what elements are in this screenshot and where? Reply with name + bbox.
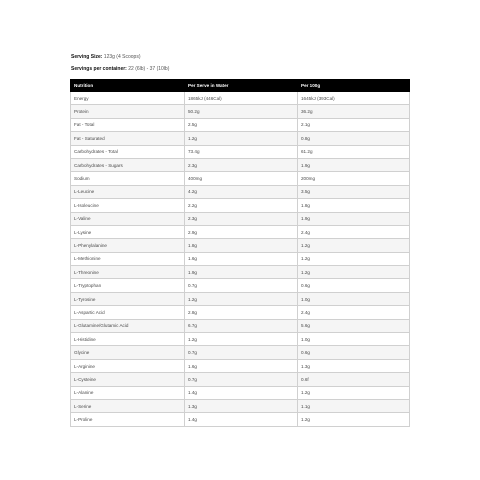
- per-100g-cell: 1.3g: [298, 359, 410, 372]
- table-row: [71, 373, 410, 386]
- per-100g-cell: 1.9g: [298, 158, 410, 171]
- table-row: [71, 319, 410, 332]
- per-serve-cell: 400mg: [185, 172, 298, 185]
- per-100g-cell: 1.0g: [298, 292, 410, 305]
- per-100g-cell: 1.0g: [298, 333, 410, 346]
- per-serve-cell: 1.2g: [185, 333, 298, 346]
- table-row: [71, 199, 410, 212]
- table-row: [71, 252, 410, 265]
- per-serve-cell: 1.6g: [185, 359, 298, 372]
- per-serve-cell: 2.2g: [185, 199, 298, 212]
- per-serve-cell: 2.3g: [185, 212, 298, 225]
- table-row: [71, 212, 410, 225]
- per-serve-cell: 6.7g: [185, 319, 298, 332]
- per-100g-cell: 0.6g: [298, 279, 410, 292]
- nutrient-name-cell: Fat - Total: [71, 118, 185, 131]
- nutrient-name-cell: L-Arginine: [71, 359, 185, 372]
- header-nutrition: Nutrition: [71, 80, 185, 92]
- per-serve-cell: 1.9g: [185, 266, 298, 279]
- nutrient-name-cell: L-Aspartic Acid: [71, 306, 185, 319]
- per-serve-cell: 1.8g: [185, 239, 298, 252]
- per-serve-cell: 73.4g: [185, 145, 298, 158]
- per-serve-cell: 2.3g: [185, 158, 298, 171]
- table-row: [71, 359, 410, 372]
- serving-size-line: [71, 54, 141, 60]
- per-serve-cell: 1865kJ (446Cal): [185, 92, 298, 105]
- per-serve-cell: 1.2g: [185, 292, 298, 305]
- nutrient-name-cell: L-Cysteine: [71, 373, 185, 386]
- table-row: [71, 225, 410, 238]
- table-row: [71, 92, 410, 105]
- header-row: [71, 80, 410, 92]
- table-row: [71, 185, 410, 198]
- nutrient-name-cell: L-Lysine: [71, 225, 185, 238]
- per-serve-cell: 50.2g: [185, 105, 298, 118]
- header-per-serve: Per Serve in Water: [185, 80, 298, 92]
- header-per-100g: Per 100g: [298, 80, 410, 92]
- table-row: [71, 333, 410, 346]
- per-serve-cell: 2.5g: [185, 118, 298, 131]
- table-row: [71, 346, 410, 359]
- per-100g-cell: 2.1g: [298, 118, 410, 131]
- per-100g-cell: 200mg: [298, 172, 410, 185]
- per-serve-cell: 0.7g: [185, 279, 298, 292]
- nutrient-name-cell: L-Threonine: [71, 266, 185, 279]
- table-row: [71, 266, 410, 279]
- table-row: [71, 145, 410, 158]
- nutrient-name-cell: Protein: [71, 105, 185, 118]
- nutrient-name-cell: Carbohydrates - Total: [71, 145, 185, 158]
- servings-per-container-line: [71, 66, 169, 72]
- per-100g-cell: 1.2g: [298, 239, 410, 252]
- nutrient-name-cell: L-Histidine: [71, 333, 185, 346]
- per-100g-cell: 0.6g: [298, 346, 410, 359]
- servings-per-container-label: Servings per container:: [71, 66, 127, 72]
- per-serve-cell: 1.4g: [185, 386, 298, 399]
- nutrient-name-cell: L-Tryptophan: [71, 279, 185, 292]
- per-serve-cell: 1.3g: [185, 399, 298, 412]
- nutrition-table-header: [71, 80, 410, 92]
- table-row: [71, 306, 410, 319]
- table-row: [71, 413, 410, 426]
- per-100g-cell: 1.2g: [298, 252, 410, 265]
- per-serve-cell: 0.7g: [185, 346, 298, 359]
- nutrient-name-cell: L-Phenylalanine: [71, 239, 185, 252]
- serving-size-value: 123g (4 Scoops): [103, 54, 141, 60]
- nutrient-name-cell: L-Serine: [71, 399, 185, 412]
- table-row: [71, 132, 410, 145]
- per-serve-cell: 1.6g: [185, 252, 298, 265]
- nutrient-name-cell: L-Proline: [71, 413, 185, 426]
- per-100g-cell: 61.2g: [298, 145, 410, 158]
- nutrient-name-cell: L-Valine: [71, 212, 185, 225]
- nutrient-name-cell: L-Methionine: [71, 252, 185, 265]
- per-serve-cell: 2.9g: [185, 225, 298, 238]
- nutrition-table: [70, 79, 410, 427]
- table-row: [71, 118, 410, 131]
- per-100g-cell: 1.8g: [298, 199, 410, 212]
- per-serve-cell: 2.8g: [185, 306, 298, 319]
- per-100g-cell: 0.8g: [298, 132, 410, 145]
- nutrient-name-cell: L-Alanine: [71, 386, 185, 399]
- per-100g-cell: 1.2g: [298, 266, 410, 279]
- nutrient-name-cell: Glycine: [71, 346, 185, 359]
- nutrient-name-cell: Sodium: [71, 172, 185, 185]
- nutrient-name-cell: Fat - Saturated: [71, 132, 185, 145]
- per-serve-cell: 4.2g: [185, 185, 298, 198]
- per-100g-cell: 1.2g: [298, 386, 410, 399]
- nutrient-name-cell: L-Isoleucine: [71, 199, 185, 212]
- servings-per-container-value: 22 (6lb) - 37 (10lb): [128, 66, 170, 72]
- nutrient-name-cell: L-Leucine: [71, 185, 185, 198]
- per-100g-cell: 1.2g: [298, 413, 410, 426]
- per-100g-cell: 2.4g: [298, 306, 410, 319]
- nutrient-name-cell: Energy: [71, 92, 185, 105]
- per-serve-cell: 0.7g: [185, 373, 298, 386]
- table-row: [71, 105, 410, 118]
- table-row: [71, 239, 410, 252]
- per-100g-cell: 1.1g: [298, 399, 410, 412]
- per-100g-cell: 1645kJ (393Cal): [298, 92, 410, 105]
- per-100g-cell: 0.6f: [298, 373, 410, 386]
- table-row: [71, 399, 410, 412]
- nutrient-name-cell: L-Tyrosine: [71, 292, 185, 305]
- per-serve-cell: 1.4g: [185, 413, 298, 426]
- nutrition-table-body: [71, 92, 410, 427]
- per-100g-cell: 1.9g: [298, 212, 410, 225]
- table-row: [71, 386, 410, 399]
- per-100g-cell: 36.2g: [298, 105, 410, 118]
- per-serve-cell: 1.2g: [185, 132, 298, 145]
- nutrient-name-cell: L-Glutamine/Glutamic Acid: [71, 319, 185, 332]
- table-row: [71, 292, 410, 305]
- table-row: [71, 158, 410, 171]
- per-100g-cell: 5.6g: [298, 319, 410, 332]
- per-100g-cell: 2.4g: [298, 225, 410, 238]
- serving-size-label: Serving Size:: [71, 54, 103, 60]
- nutrient-name-cell: Carbohydrates - Sugars: [71, 158, 185, 171]
- table-row: [71, 279, 410, 292]
- per-100g-cell: 3.5g: [298, 185, 410, 198]
- table-row: [71, 172, 410, 185]
